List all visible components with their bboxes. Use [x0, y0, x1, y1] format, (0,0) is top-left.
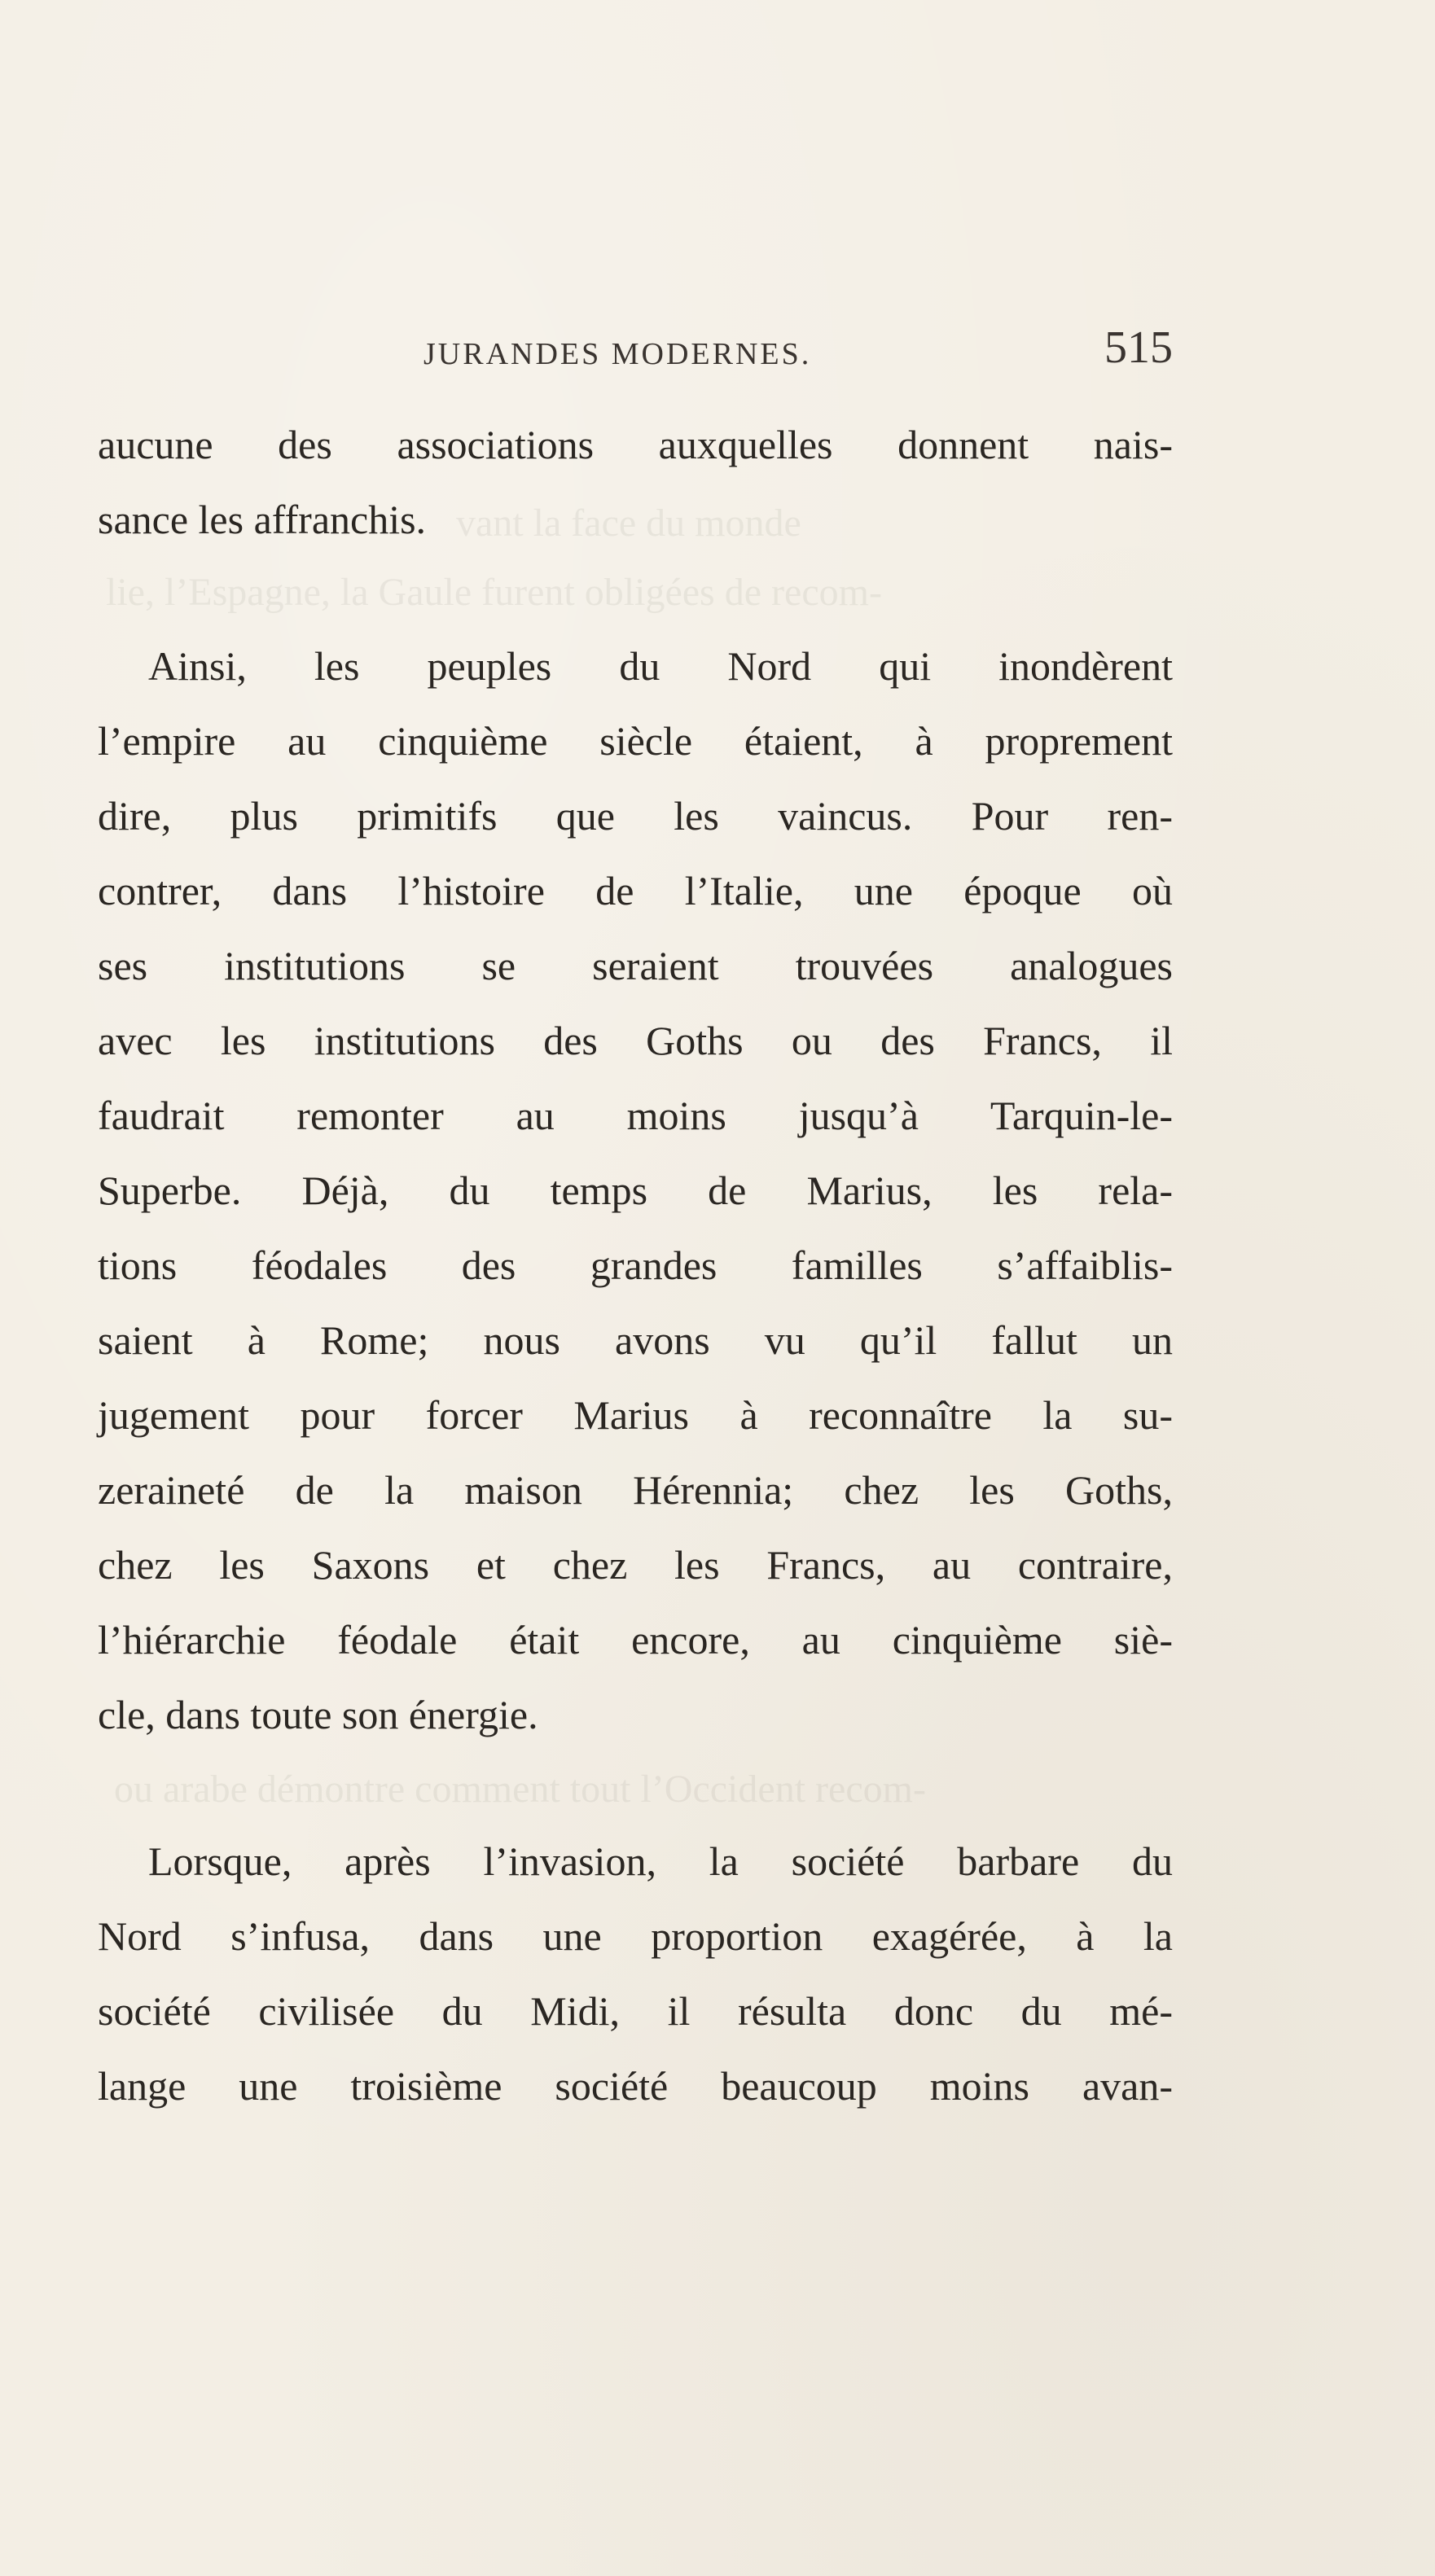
text-line: Nord s’infusa, dans une proportion exagérée, à la [98, 1913, 1173, 1959]
text-line: jugement pour forcer Marius à reconnaître la su- [98, 1392, 1173, 1438]
text-line: faudrait remonter au moins jusqu’à Tarquin-le- [98, 1093, 1173, 1138]
text-line: sance les affranchis. [98, 497, 427, 542]
text-line: contrer, dans l’histoire de l’Italie, une époque où [98, 868, 1173, 913]
text-line: zeraineté de la maison Hérennia; chez les Goths, [98, 1467, 1173, 1513]
text-line: Lorsque, après l’invasion, la société barbare du [148, 1838, 1173, 1884]
text-line: Superbe. Déjà, du temps de Marius, les rela- [98, 1168, 1173, 1213]
running-head [98, 322, 1173, 379]
text-line: aucune des associations auxquelles donnent nais- [98, 422, 1173, 467]
text-line: tions féodales des grandes familles s’affaiblis- [98, 1242, 1173, 1288]
text-line: dire, plus primitifs que les vaincus. Pour ren- [98, 793, 1173, 839]
text-line: Ainsi, les peuples du Nord qui inondèrent [148, 643, 1173, 689]
running-title: JURANDES MODERNES. [423, 337, 812, 371]
text-line: lange une troisième société beaucoup moins avan- [98, 2063, 1173, 2109]
paragraph-1 [98, 407, 1173, 557]
show-through-text: vant la face du monde [456, 502, 801, 545]
text-line: société civilisée du Midi, il résulta donc du mé- [98, 1988, 1173, 2034]
text-line: cle, dans toute son énergie. [98, 1692, 538, 1737]
text-line: ses institutions se seraient trouvées analogues [98, 943, 1173, 988]
paragraph-3 [98, 1824, 1173, 2123]
body-text [98, 407, 1173, 2123]
page-number: 515 [1104, 322, 1173, 373]
text-line: l’hiérarchie féodale était encore, au cinquième siè- [98, 1617, 1173, 1663]
show-through-text: ou arabe démontre comment tout l’Occident recom- [114, 1768, 926, 1811]
text-line: l’empire au cinquième siècle étaient, à proprement [98, 718, 1173, 764]
text-line: saient à Rome; nous avons vu qu’il fallut un [98, 1317, 1173, 1363]
text-line: chez les Saxons et chez les Francs, au contraire, [98, 1542, 1173, 1588]
text-line: avec les institutions des Goths ou des Francs, il [98, 1018, 1173, 1063]
show-through-text: lie, l’Espagne, la Gaule furent obligées de recom- [106, 571, 882, 614]
paragraph-2 [98, 629, 1173, 1752]
